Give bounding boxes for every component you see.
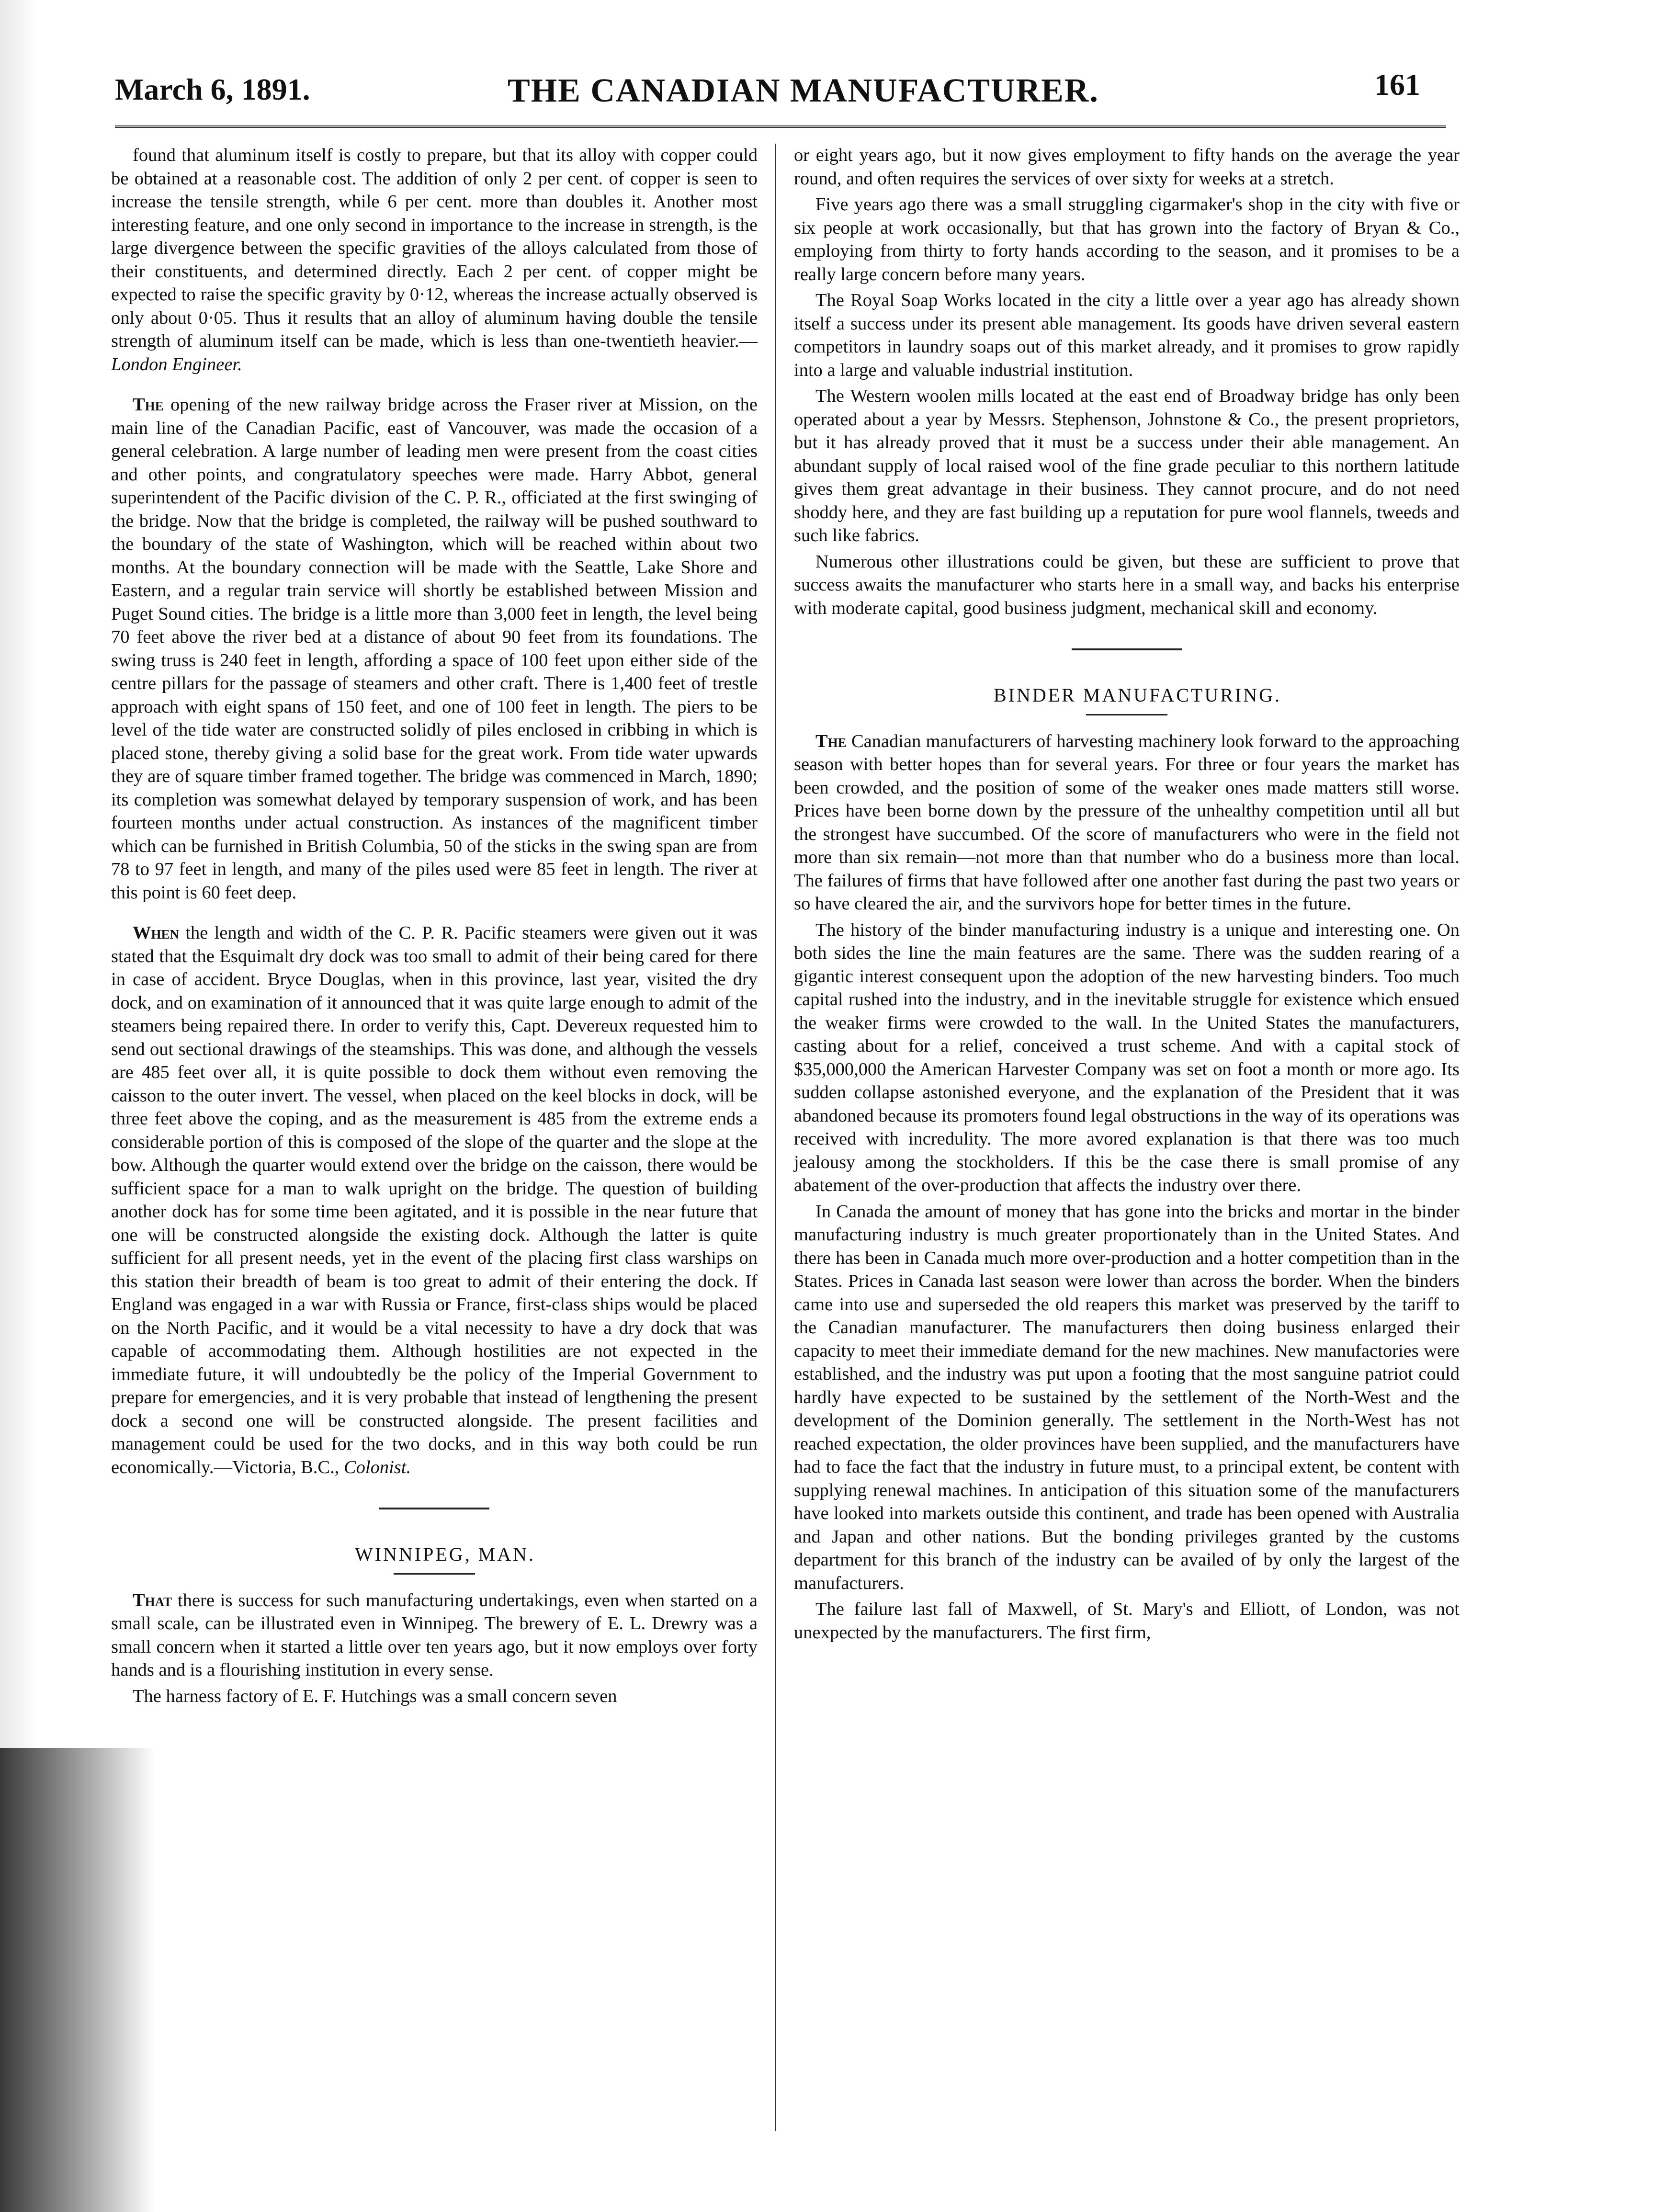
winnipeg-paragraph-7: Numerous other illustrations could be given, but these are sufficient to prove that success awaits the manufacturer who starts here in a small way, and backs his enterprise with moderate capital, good business judgment, mechanical skill and economy. [794,551,1460,618]
binder-paragraph-1: The Canadian manufacturers of harvesting machinery look forward to the approaching season with better hopes than for several years. For three or four years the market has been crowded, and the position of some of the weaker ones made matters still worse. Prices have been borne down by the pressure of the unhealthy competition until all but the strongest have succumbed. Of the score of manufacturers who were in the field not more than six remain—not more than that number who do a business more than local. The failures of firms that have followed after one another fast during the past two years or so have cleared the air, and the survivors hope for better times in the future. [794,731,1460,914]
page-header [110,62,1451,115]
issue-date: March 6, 1891. [115,72,310,106]
article-separator [1072,648,1182,650]
binder-paragraph-4: The failure last fall of Maxwell, of St. Mary's and Elliott, of London, was not unexpected by the manufacturers. The first firm, [794,1599,1460,1643]
binder-paragraph-3: In Canada the amount of money that has gone into the bricks and mortar in the binder manufacturing industry is much greater proportionately than in the United States. And there has been in Canada much more over-production and a hotter competition than in the States. Prices in Canada last season were lower than across the border. When the binders came into use and superseded the old reapers this market was preserved by the tariff to the Canadian manufacturer. The manufacturers then doing business enlarged their capacity to meet their immediate demand for the new machines. New manufactories were established, and the industry was put upon a footing that the most sanguine patriot could hardly have expected to be sustained by the settlement of the North-West and the development of the Dominion generally. The settlement in the North-West has not reached expectation, the older provinces have been supplied, and the manufacturers have had to face the fact that the industry in future must, to a principal extent, be content with supplying renewal machines. In anticipation of this situation some of the manufacturers have looked into markets outside this continent, and trade has been opened with Australia and Japan and other nations. But the bonding privileges granted by the customs department for this branch of the industry can be availed of by only the largest of the manufacturers. [794,1201,1460,1593]
winnipeg-paragraph-2: The harness factory of E. F. Hutchings was a small concern seven [133,1686,617,1706]
aluminum-alloy-paragraph: found that aluminum itself is costly to prepare, but that its alloy with copper could be obtained at a reasonable cost. The addition of only 2 per cent. of copper is seen to increase the tensile strength, while 6 per cent. more than doubles it. Another most interesting feature, and one only second in importance to the increase in strength, is the large divergence between the specific gravities of the alloys calculated from those of their constituents, and determined directly. Each 2 per cent. of copper might be expected to raise the specific gravity by 0·12, whereas the increase actually observed is only about 0·05. Thus it results that an alloy of aluminum having double the tensile strength of aluminum itself can be made, which is less than one-twentieth heavier.—London Engineer. [111,145,758,374]
section-heading-binder: BINDER MANUFACTURING. [993,684,1282,706]
heading-rule [394,1573,475,1575]
scan-shadow [0,1748,172,2212]
column-divider [775,144,776,2131]
source-credit: London Engineer. [111,354,242,374]
winnipeg-paragraph-6: The Western woolen mills located at the east end of Broadway bridge has only been operated about a year by Messrs. Stephenson, Johnstone & Co., the present proprietors, but it has already proved that it must be a success under their able management. An abundant supply of local raised wool of the fine grade peculiar to this northern latitude gives them great advantage in their business. They cannot procure, and do not need shoddy here, and they are fast building up a reputation for pure wool flannels, tweeds and such like fabrics. [794,386,1460,545]
right-column [794,144,1460,1647]
winnipeg-paragraph-4: Five years ago there was a small struggling cigarmaker's shop in the city with five or six people at work occasionally, but that has grown into the factory of Bryan & Co., employing from thirty to forty hands according to the season, and it promises to be a really large concern before many years. [794,194,1460,284]
dry-dock-paragraph: When the length and width of the C. P. R. Pacific steamers were given out it was stated that the Esquimalt dry dock was too small to admit of their being cared for there in case of accident. Bryce Douglas, when in this province, last year, visited the dry dock, and on examination of it announced that it was quite large enough to admit of the steamers being repaired there. In order to verify this, Capt. Devereux requested him to send out sectional drawings of the steamships. This was done, and although the vessels are 485 feet over all, it is quite possible to dock them without even removing the caisson to the outer invert. The vessel, when placed on the keel blocks in dock, will be three feet above the coping, and as the measurement is 485 from the extreme ends a considerable portion of this is composed of the slope of the quarter and the slope at the bow. Although the quarter would extend over the bridge on the caisson, there would be sufficient space for a man to walk upright on the bridge. The question of building another dock has for some time been agitated, and it is possible in the near future that one will be constructed alongside the existing dock. Although the latter is quite sufficient for all present needs, yet in the event of the placing first class warships on this station their breadth of beam is too great to admit of their entering the dock. If England was engaged in a war with Russia or France, first-class ships would be placed on the North Pacific, and it would be a vital necessity to have a dry dock that was capable of accommodating them. Although hostilities are not expected in the immediate future, it will undoubtedly be the policy of the Imperial Government to prepare for emergencies, and it is very probable that instead of lengthening the present dock a second one will be constructed alongside. The present facilities and management could be used for the two docks, and in this way both could be run economically.—Victoria, B.C., Colonist. [111,923,758,1477]
page-number: 161 [1374,68,1420,102]
publication-title: THE CANADIAN MANUFACTURER. [508,72,1099,109]
header-rule [115,125,1446,128]
heading-rule [1086,714,1167,715]
section-heading-winnipeg: WINNIPEG, MAN. [354,1543,536,1565]
fraser-bridge-paragraph: The opening of the new railway bridge across the Fraser river at Mission, on the main line of the Canadian Pacific, east of Vancouver, was made the occasion of a general celebration. A large number of leading men were present from the coast cities and other points, and congratulatory speeches were made. Harry Abbot, general superintendent of the Pacific division of the C. P. R., officiated at the first swinging of the bridge. Now that the bridge is completed, the railway will be pushed southward to the boundary of the state of Washington, which will be reached within about two months. At the boundary connection will be made with the Seattle, Lake Shore and Eastern, and a regular train service will shortly be established between Mission and Puget Sound cities. The bridge is a little more than 3,000 feet in length, the level being 70 feet above the river bed at a distance of about 90 feet from its foundations. The swing truss is 240 feet in length, affording a space of 100 feet upon either side of the centre pillars for the passage of steamers and other craft. There is 1,400 feet of trestle approach with eight spans of 150 feet, and one of 100 feet in length. The piers to be level of the tide water are constructed solidly of piles enclosed in cribbing in which is placed stone, thereby giving a solid base for the great work. From tide water upwards they are of square timber framed together. The bridge was commenced in March, 1890; its completion was somewhat delayed by temporary suspension of work, and has been fourteen months under actual construction. As instances of the magnificent timber which can be furnished in British Columbia, 50 of the sticks in the swing span are from 78 to 97 feet in length, and many of the piles used were 85 feet in length. The river at this point is 60 feet deep. [111,395,758,903]
article-separator [379,1508,489,1509]
source-credit: Colonist. [343,1457,411,1477]
winnipeg-paragraph-1: That there is success for such manufacturing undertakings, even when started on a small scale, can be illustrated even in Winnipeg. The brewery of E. L. Drewry was a small concern when it started a little over ten years ago, but it now employs over forty hands and is a flourishing institution in every sense. [111,1590,758,1680]
winnipeg-paragraph-3: or eight years ago, but it now gives employment to fifty hands on the average the year round, and often requires the services of over sixty for weeks at a stretch. [794,145,1460,189]
left-column [111,144,758,1711]
winnipeg-paragraph-5: The Royal Soap Works located in the city a little over a year ago has already shown itself a success under its present able management. Its goods have driven several eastern competitors in laundry soaps out of this market already, and it promises to grow rapidly into a large and valuable industrial institution. [794,290,1460,380]
binder-paragraph-2: The history of the binder manufacturing industry is a unique and interesting one. On both sides the line the main features are the same. There was the sudden rearing of a gigantic interest consequent upon the adoption of the new harvesting binders. Too much capital rushed into the industry, and in the inevitable struggle for existence which ensued the weaker firms were crowded to the wall. In the United States the manufacturers, casting about for a relief, conceived a trust scheme. And with a capital stock of $35,000,000 the American Harvester Company was set on foot a month or more ago. Its sudden collapse astonished everyone, and the explanation of the President that it was abandoned because its promoters found legal obstructions in the way of its operations was received with incredulity. The more avored explanation is that there was too much jealousy among the stockholders. If this be the case there is small promise of any abatement of the over-production that affects the industry over there. [794,919,1460,1195]
